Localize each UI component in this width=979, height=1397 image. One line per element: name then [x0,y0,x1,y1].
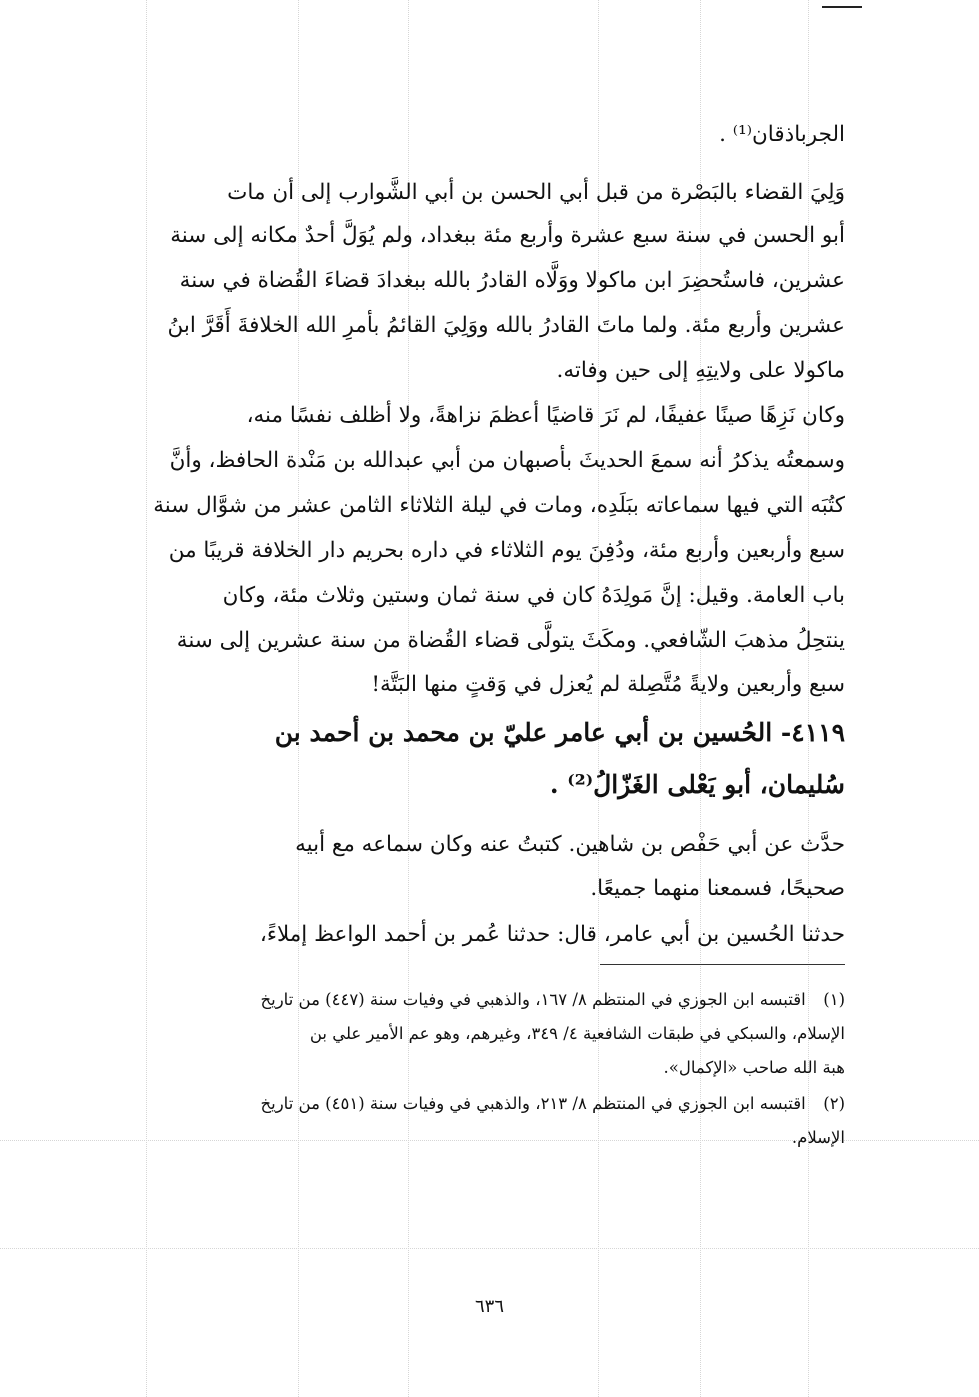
body-line: باب العامة. وقيل: إنَّ مَولِدَهُ كان في سنة ثمان وستين وثلاث مئة، وكان [222,583,845,608]
entry-body-line: حدَّث عن أبي حَفْص بن شاهين. كتبتُ عنه وكان سماعه مع أبيه [295,832,845,857]
body-line: الجرباذقان⁽¹⁾ . [719,122,845,147]
footnote-number: (٢) [823,1094,845,1113]
body-line: وَلِيَ القضاء بالبَصْرة من قبل أبي الحسن بن أبي الشَّوارب إلى أن مات [227,180,845,205]
body-line: أبو الحسن في سنة سبع عشرة وأربع مئة ببغداد، ولم يُوَلَّ أحدٌ مكانه إلى سنة [170,223,845,248]
scan-grid-line [408,0,409,1397]
footnote-text: اقتبسه ابن الجوزي في المنتظم ٨/ ٢١٣، والذهبي في وفيات سنة (٤٥١) من تاريخ [260,1094,806,1113]
scan-grid-line [598,0,599,1397]
footnote-number: (١) [823,990,845,1009]
footnote-text: الإسلام، والسبكي في طبقات الشافعية ٤/ ٣٤٩، وغيرهم، وهو عم الأمير علي بن [309,1024,845,1043]
entry-heading-line: ٤١١٩- الحُسين بن أبي عامر عليّ بن محمد بن أحمد بن [274,718,845,747]
scan-grid-line [808,0,809,1397]
footnote-line [135,1024,845,1043]
footnote-text: الإسلام. [791,1128,845,1147]
body-line: ماكولا على ولايتِهِ إلى حين وفاته. [556,358,845,383]
footnote-text: اقتبسه ابن الجوزي في المنتظم ٨/ ١٦٧، والذهبي في وفيات سنة (٤٤٧) من تاريخ [260,990,806,1009]
scan-grid-line [298,0,299,1397]
scan-grid-line [146,0,147,1397]
body-line: وكان نَزِهًا صينًا عفيفًا، لم نَرَ قاضيًا أعظمَ نزاهةً، ولا أظلف نفسًا منه، [246,403,845,428]
footnote-text: هبة الله صاحب «الإكمال». [663,1058,845,1077]
body-line: عشرين وأربع مئة. ولما ماتَ القادرُ بالله ووَلِيَ القائمُ بأمرِ الله الخلافةَ أَقَرَّ ابنُ [167,313,845,338]
footnote-line [135,1058,845,1077]
entry-heading-line: سُليمان، أبو يَعْلى الغَزّالُ⁽²⁾ . [549,770,845,799]
top-rule [822,6,862,8]
footnote-line [135,1128,845,1147]
footnote-line [135,1094,845,1113]
scan-grid-line [0,1248,979,1249]
entry-body-line: صحيحًا، فسمعنا منهما جميعًا. [590,876,845,901]
body-line: كتُبَه التي فيها سماعاته ببَلَدِه، ومات في ليلة الثلاثاء الثامن عشر من شوَّال سنة [153,493,845,518]
body-line: وسمعتُه يذكرُ أنه سمعَ الحديثَ بأصبهان من أبي عبدالله بن مَنْدة الحافظ، وأنَّ [169,448,845,473]
body-line: ينتحِلُ مذهبَ الشّافعي. ومكَثَ يتولَّى قضاء القُضاة من سنة عشرين إلى سنة [176,628,845,653]
footnote-separator [600,964,845,965]
body-line: سبع وأربعين وأربع مئة، ودُفِنَ يوم الثلاثاء في داره بحريم دار الخلافة قريبًا من [168,538,845,563]
body-line: سبع وأربعين ولايةً مُتَّصِلة لم يُعزل في وَقتٍ منها البَتَّة! [371,672,845,697]
scan-grid-line [700,0,701,1397]
entry-body-line: حدثنا الحُسين بن أبي عامر، قال: حدثنا عُمر بن أحمد الواعظ إملاءً، [259,922,845,947]
page-number: ٦٣٦ [474,1296,504,1317]
body-line: عشرين، فاستُحضِرَ ابن ماكولا ووَلَّاه القادرُ بالله ببغدادَ قضاءَ القُضاة في سنة [179,268,845,293]
footnote-line [135,990,845,1009]
